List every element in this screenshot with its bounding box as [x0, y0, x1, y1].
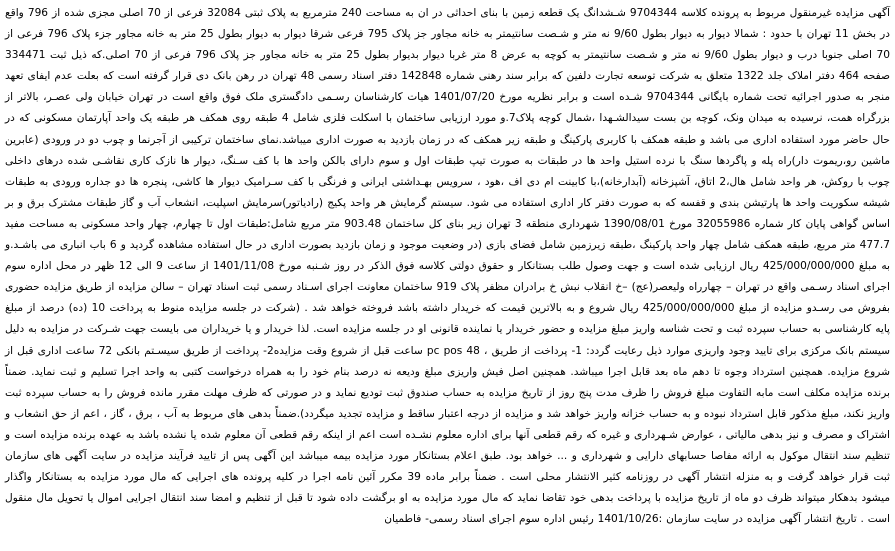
notice-footer-text: تاریخ انتشار آگهی مزایده در سایت سازمان :1401/10/26 رئیس اداره سوم اجرای اسناد رسمی- فاطمیان [384, 513, 857, 526]
notice-body-text: آگهی مزایده غیرمنقول مربوط به پرونده کلاسه 9704344 شـشدانگ یک قطعه زمین با بنای احداثی در ان به مساحت 240 مترمربع به پلاک ثبتی 32084 فرعی از 70 اصلی مجزی شده از 796 واقع در بخش 11 تهران با حدود : شمالا دیوار به دیوار بطول 9/60 نه متر و شـصت سانتیمتر به خانه مجاور جز پلاک 795 فرعی شرقا دیوار به دیوار بطول 25 متر به خانه مجاور جزء پلاک 796 فرعی از 70 اصلی جنوبا درب و دیوار بطول 9/60 نه متر و شـصت سانتیمتر به کوچه به عرض 8 متر غربا دیوار بدیوار بطول 25 متر به خانه مجاور جز پلاک 796 فرعی از 70 اصلی.که ذیل ثبت 334471 صفحه 464 دفتر املاک جلد 1322 متعلق به شرکت توسعه تجارت دلفین که برابر سند رهنی شماره 142848 دفتر اسناد رسمی 48 تهران در رهن بانک دی قرار گرفته است که بعلت عدم ایفای تعهد منجر به صدور اجرائیه تحت شماره بایگانی 9704344 شـده است و برابر نظریه مورخ 1401/07/20 هیات کارشناسان رسـمی دادگستری ملک فوق واقع است در تهران خیابان ولی عصـر، بالاتر از بزرگراه همت، نرسیده به میدان ونک، کوچه بن بست سیدالشـهدا ،شمال کوچه پلاک7.و مورد ارزیابی ساختمان با اسکلت فلزی شامل 4 طبقه روی همکف هر طبقه یک واحد آپارتمان مسکونی که در حال حاضر مورد استفاده اداری می باشد و طبقه همکف با کاربری پارکینگ و طبقه زیر همکف که در زمان بازدید به صورت اداری میباشد.نمای ساختمان ترکیبی از آجرنما و چوب دو در ورودی (عابرین ماشین رو،ریموت دار)راه پله و پاگردها سنگ با نرده استیل واحد ها در طبقات به صورت تیپ طبقات اول و سوم دارای بالکن واحد ها با کف سـنگ، دیوار ها نازک کاری نقاشـی شده درهای داخلی چوب با روکش، هر واحد شامل هال،2 اتاق، آشپزخانه (آبدارخانه)،با کابینت ام دی اف ،هود ، سرویس بهـداشتی ایرانی و فرنگی با کف سـرامیک دیوار ها کاشی، پنجره ها دو جداره ورودی به طبقات شیشه سکوریت واحد ها پارتیشن بندی و قفسه که به صورت دفتر کار اداری استفاده می شود. سیستم گرمایش هر واحد پکیج (رادیاتور)سرمایش اسپلیت، انشعاب آب و گاز طبقات مشترک برق و بر اساس گواهی پایان کار شماره 32055986 مورخ 1390/08/01 شهرداری منطقه 3 تهران زیر بنای کل ساختمان 903.48 متر مربع شامل:طبقات اول تا چهارم، چهار واحد مسکونی به مساحت مفید 477.7 متر مربع، طبقه همکف شامل چهار واحد پارکینگ ،طبقه زیرزمین شامل فضای بازی (در وضعیت موجود و زمان بازدید بصورت اداری در حال استفاده مشاهده گردید و 6 باب انباری می باشـد.و به مبلغ 425/000/000/000 ریال ارزیابی شده است و جهت وصول طلب بستانکار و حقوق دولتی کلاسه فوق الذکر در روز شـنبه مورخ 1401/11/08 از ساعت 9 الی 12 ظهر در محل اداره سوم اجرای اسناد رسـمی واقع در تهران – چهارراه ولیعصر(عج) –خ انقلاب نبش خ برادران مظفر پلاک 919 ساختمان معاونت اجرای اسـناد رسمی ثبت اسناد تهران – سالن مزایده از طریق مزایده حضوری بفروش می رسـدو مزایده از مبلغ 425/000/000/000 ریال شروع و به بالاترین قیمت که خریدار داشته باشد فروخته خواهد شد . (شرکت در جلسه مزایده منوط به پرداخت 10 (ده) درصد از مبلغ پایه کارشناسی به حساب سپرده ثبت و تحت شناسه واریز مبلغ مزایده و حضور خریدار یا نماینده قانونی او در جلسه مزایده است. لذا خریدار و یا خریداران می بایست جهت شـرکت در مزایده به دلیل سیستم بانک مرکزی برای تایید وجود واریزی موارد ذیل رعایت گردد: 1- پرداخت از طریق ، pc pos 48 ساعت قبل از شروع وقت مزایده2- پرداخت از طریق سیسـتم بانکی 72 ساعت اداری قبل از شروع مزایده. همچنین استرداد وجوه تا دهم ماه بعد قابل اجرا میباشد. همچنین اصل فیش واریزی مبلغ ودیعه نه درصد بنام خود را به همراه درخواست کتبی به واحد اجرا تسلیم و ثبت نماید. ضمناً برنده مزایده مکلف است مابه التفاوت مبلغ فروش را ظرف مدت پنج روز از تاریخ مزایده به حساب صندوق ثبت تودیع نماید و در صورتی که ظرف مهلت مقرر مانده فروش را به حساب سپرده ثبت واریز نکند، مبلغ مذکور قابل استرداد نبوده و به حساب خزانه واریز خواهد شد و مزایده از درجه اعتبار ساقط و مزایده تجدید میگردد).ضمناً بدهی های مربوط به آب ، برق ، گاز ، اعم از حق انشعاب و اشتراک و مصرف و نیز بدهی مالیاتی ، عوارض شـهرداری و غیره که رقم قطعی آنها برای اداره معلوم نشـده است اعم از اینکه رقم قطعی آن معلوم شده یا نشده باشد به عهده برنده مزایده است و تنظیم سند انتقال موکول به ارائه مفاصا حسابهای دارایی و شهرداری و ... خواهد بود. طبق اعلام بستانکار مورد مزایده بیمه میباشد این آگهی پس از تایید فرآیند مزایده در سایت آگهی های سازمان ثبت قرار خواهد گرفت و به منزله انتشار آگهی در روزنامه کثیر الانتشار محلی است . ضمناً برابر ماده 39 مکرر آئین نامه اجرا در کلیه پرونده های اجرایی که مال مورد مزایده به بستانکار واگذار میشود بدهکار میتواند ظرف دو ماه از تاریخ مزایده با پرداخت بدهی خود تقاضا نماید که مال مورد مزایده به او برگشت داده شود تا قبل از تنظیم و امضا سند انتقال اجرایی اموال یا تحویل مال منقول است . [5, 7, 891, 526]
notice-text [5, 3, 890, 530]
